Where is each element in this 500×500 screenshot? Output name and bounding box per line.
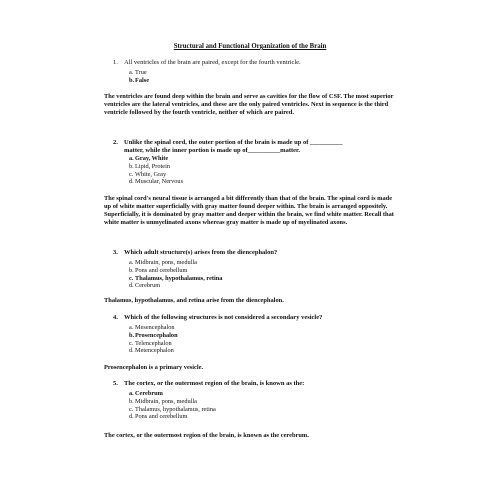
question-number: 1.: [113, 59, 118, 66]
options-1: [113, 69, 149, 85]
option-b: b. Pons and cerebellum: [129, 266, 188, 274]
question-1: [113, 59, 383, 67]
option-d: d. Cerebrum: [129, 282, 161, 290]
question-number: 5.: [113, 380, 118, 387]
option-d: d. Pons and cerebellum: [129, 413, 188, 421]
question-5: [113, 380, 383, 388]
explanation-5: The cortex, or the outermost region of the brain, is known as the cerebrum.: [104, 432, 309, 439]
option-b: b. False: [129, 76, 149, 84]
question-text-line2: matter, while the inner portion is made up of__________matter.: [124, 147, 300, 154]
option-a: a. Midbrain, pons, medulla: [129, 259, 197, 266]
question-number: 2.: [113, 139, 118, 146]
option-a: a. Gray, White: [129, 155, 169, 162]
option-a: a. True: [129, 69, 147, 76]
option-c: c. White, Gray: [129, 170, 167, 178]
options-5: [113, 390, 216, 421]
options-2: [113, 155, 183, 186]
option-d: d. Metencephalon: [129, 347, 174, 355]
explanation-4: Prosencephalon is a primary vesicle.: [104, 364, 204, 371]
question-2: [113, 139, 383, 155]
question-number: 3.: [113, 249, 118, 256]
option-c: c. Telencephalon: [129, 339, 172, 347]
option-a: a. Mesencephalon: [129, 324, 175, 331]
option-a: a. Cerebrum: [129, 390, 163, 397]
option-c: c. Thalamus, hypothalamus, retina: [129, 405, 216, 413]
question-number: 4.: [113, 314, 118, 321]
option-d: d. Muscular, Nervous: [129, 178, 184, 186]
question-text: All ventricles of the brain are paired, except for the fourth ventricle.: [124, 59, 301, 66]
explanation-1: The ventricles are found deep within the brain and serve as cavities for the flow of CSF. The most superior ventricles are the lateral ventricles, and these are the only paired ventricles. Next in sequence is the third ventricle followed by the fourth ventricle, neither of which are paired.: [104, 93, 394, 116]
question-text: Which of the following structures is not considered a secondary vesicle?: [124, 314, 323, 321]
option-c: c. Thalamus, hypothalamus, retina: [129, 274, 223, 282]
question-text-line1: Unlike the spinal cord, the outer portion of the brain is made up of __________: [124, 139, 343, 146]
question-3: [113, 249, 383, 257]
options-3: [113, 259, 222, 290]
explanation-3: Thalamus, hypothalamus, and retina arise from the diencephalon.: [104, 297, 284, 304]
explanation-2: The spinal cord's neural tissue is arranged a bit differently than that of the brain. The spinal cord is made up of white matter superficially with gray matter found deeper within. The brain is arranged oppositely. Superficially, it is dominated by gray matter and deeper within the brain, we find white matter. Recall that white matter is unmyelinated axons whereas gray matter is made up of myelinated axons.: [104, 195, 394, 226]
question-4: [113, 314, 383, 322]
page-title: Structural and Functional Organization of the Brain: [173, 43, 327, 50]
option-b: b. Lipid, Protein: [129, 162, 170, 170]
question-text: The cortex, or the outermost region of the brain, is known as the:: [124, 380, 305, 387]
question-text: Which adult structure(s) arises from the diencephalon?: [124, 249, 278, 256]
option-b: b. Midbrain, pons, medulla: [129, 397, 197, 405]
options-4: [113, 324, 178, 355]
option-b: b. Prosencephalon: [129, 331, 178, 339]
